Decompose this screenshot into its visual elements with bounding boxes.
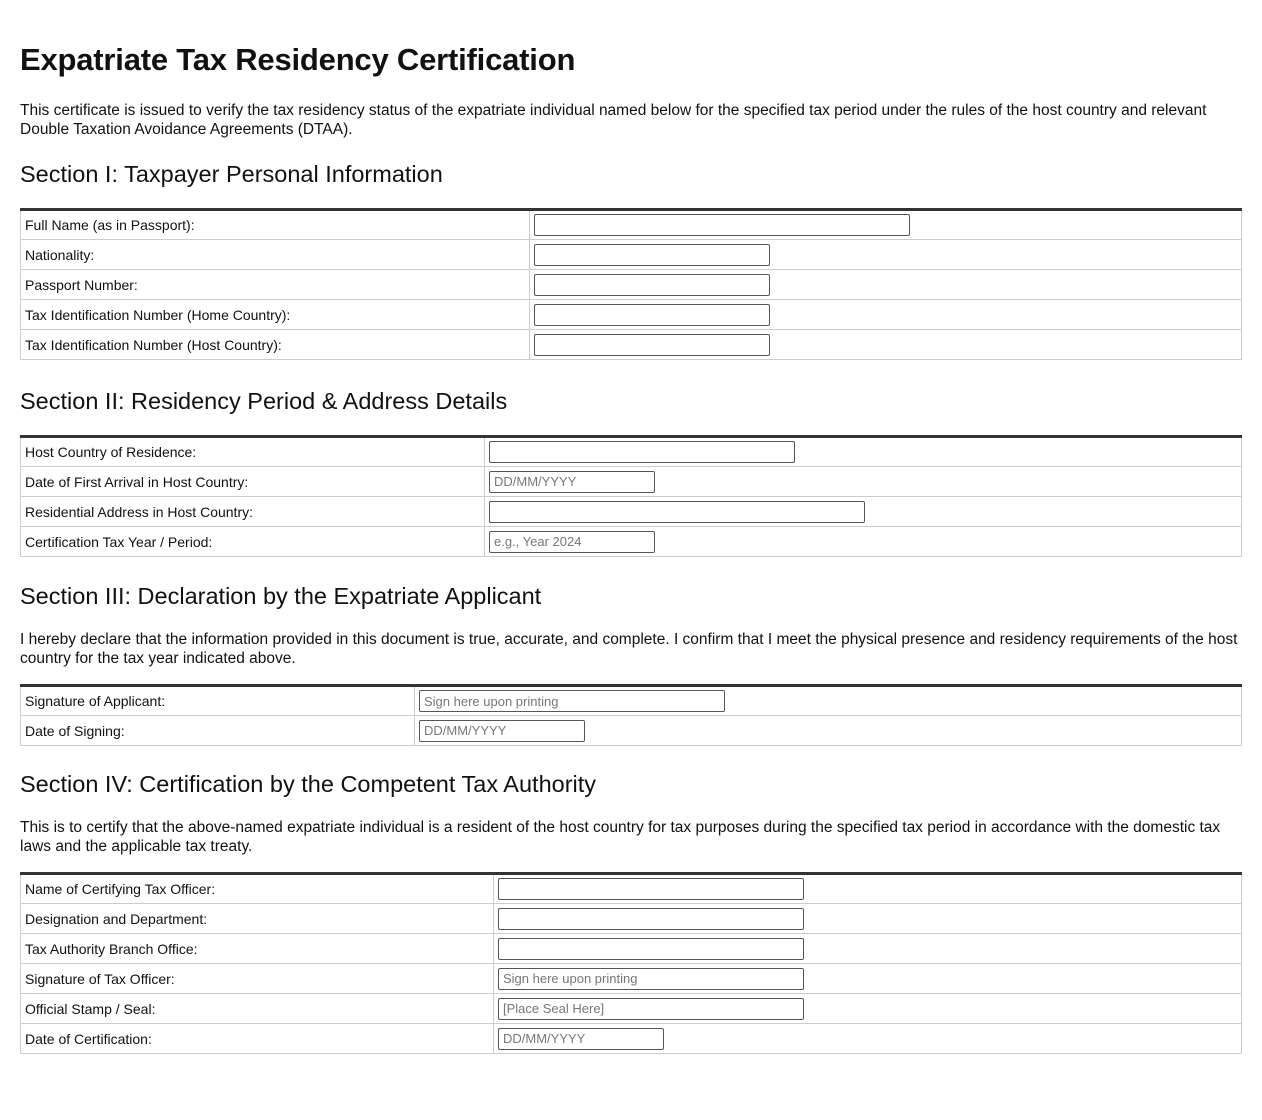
table-row — [21, 527, 1242, 557]
field-label: Passport Number: — [21, 270, 530, 300]
field-cell — [485, 467, 1242, 497]
field-label: Date of First Arrival in Host Country: — [21, 467, 485, 497]
table-row — [21, 210, 1242, 240]
field-label: Nationality: — [21, 240, 530, 270]
section-4-heading: Section IV: Certification by the Competent Tax Authority — [20, 771, 597, 797]
field-label: Official Stamp / Seal: — [21, 994, 494, 1024]
table-row — [21, 330, 1242, 360]
declaration-text: I hereby declare that the information provided in this document is true, accurate, and complete. I confirm that I meet the physical presence and residency requirements of the host country for the tax year indicated above. — [20, 631, 1238, 667]
host-country-input[interactable] — [489, 441, 795, 463]
field-cell — [494, 904, 1242, 934]
authority-table — [20, 872, 1242, 1054]
table-row — [21, 497, 1242, 527]
residency-table — [20, 435, 1242, 557]
applicant-signature-input[interactable] — [419, 690, 725, 712]
field-cell — [415, 716, 1242, 746]
page-title: Expatriate Tax Residency Certification — [20, 42, 576, 77]
personal-info-table — [20, 208, 1242, 360]
official-seal-input[interactable] — [498, 998, 804, 1020]
field-label: Tax Authority Branch Office: — [21, 934, 494, 964]
field-cell — [485, 437, 1242, 467]
field-label: Designation and Department: — [21, 904, 494, 934]
table-row — [21, 467, 1242, 497]
field-label: Certification Tax Year / Period: — [21, 527, 485, 557]
field-cell — [530, 300, 1242, 330]
field-cell — [485, 497, 1242, 527]
full-name-input[interactable] — [534, 214, 910, 236]
nationality-input[interactable] — [534, 244, 770, 266]
section-2-heading: Section II: Residency Period & Address Details — [20, 388, 508, 414]
field-label: Date of Certification: — [21, 1024, 494, 1054]
passport-number-input[interactable] — [534, 274, 770, 296]
table-row — [21, 686, 1242, 716]
field-label: Host Country of Residence: — [21, 437, 485, 467]
tin-host-input[interactable] — [534, 334, 770, 356]
field-cell — [530, 240, 1242, 270]
table-row — [21, 964, 1242, 994]
field-label: Signature of Applicant: — [21, 686, 415, 716]
field-cell — [530, 330, 1242, 360]
field-cell — [415, 686, 1242, 716]
branch-office-input[interactable] — [498, 938, 804, 960]
field-label: Tax Identification Number (Host Country): — [21, 330, 530, 360]
table-row — [21, 437, 1242, 467]
section-1-heading: Section I: Taxpayer Personal Information — [20, 161, 443, 187]
field-label: Residential Address in Host Country: — [21, 497, 485, 527]
certification-text: This is to certify that the above-named expatriate individual is a resident of the host country for tax purposes during the specified tax period in accordance with the domestic tax laws and the applicable tax treaty. — [20, 819, 1221, 855]
declaration-table — [20, 684, 1242, 746]
field-label: Signature of Tax Officer: — [21, 964, 494, 994]
officer-name-input[interactable] — [498, 878, 804, 900]
field-label: Full Name (as in Passport): — [21, 210, 530, 240]
table-row — [21, 994, 1242, 1024]
designation-input[interactable] — [498, 908, 804, 930]
table-row — [21, 904, 1242, 934]
table-row — [21, 240, 1242, 270]
field-label: Date of Signing: — [21, 716, 415, 746]
signing-date-input[interactable] — [419, 720, 585, 742]
field-label: Tax Identification Number (Home Country): — [21, 300, 530, 330]
tax-year-input[interactable] — [489, 531, 655, 553]
table-row — [21, 934, 1242, 964]
field-label: Name of Certifying Tax Officer: — [21, 874, 494, 904]
officer-signature-input[interactable] — [498, 968, 804, 990]
arrival-date-input[interactable] — [489, 471, 655, 493]
field-cell — [485, 527, 1242, 557]
residential-address-input[interactable] — [489, 501, 865, 523]
table-row — [21, 874, 1242, 904]
table-row — [21, 716, 1242, 746]
field-cell — [494, 874, 1242, 904]
section-3-heading: Section III: Declaration by the Expatriate Applicant — [20, 583, 542, 609]
field-cell — [494, 964, 1242, 994]
table-row — [21, 1024, 1242, 1054]
field-cell — [530, 210, 1242, 240]
field-cell — [494, 1024, 1242, 1054]
table-row — [21, 300, 1242, 330]
field-cell — [494, 994, 1242, 1024]
field-cell — [530, 270, 1242, 300]
certification-date-input[interactable] — [498, 1028, 664, 1050]
tin-home-input[interactable] — [534, 304, 770, 326]
intro-paragraph: This certificate is issued to verify the tax residency status of the expatriate individual named below for the specified tax period under the rules of the host country and relevant Double Taxation Avoidance Agreements (DTAA). — [20, 102, 1207, 138]
table-row — [21, 270, 1242, 300]
field-cell — [494, 934, 1242, 964]
